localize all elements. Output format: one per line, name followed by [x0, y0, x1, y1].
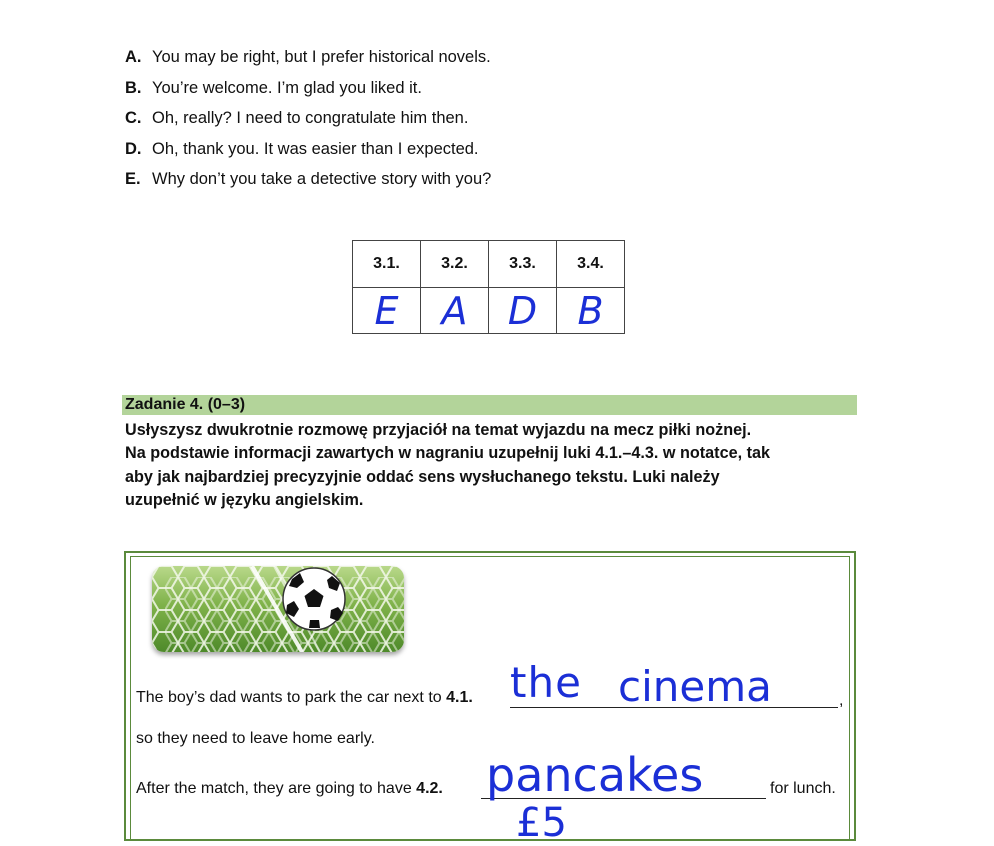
- answer-cell[interactable]: [489, 288, 557, 334]
- handwritten-answer: A: [441, 288, 468, 333]
- handwritten-gap-4-3-partial: £5: [516, 800, 567, 846]
- soccer-ball-goal-net-icon: [152, 566, 404, 652]
- handwritten-answer: E: [374, 288, 399, 333]
- answer-cell[interactable]: [557, 288, 625, 334]
- handwritten-gap-4-1-a: the: [510, 658, 582, 707]
- option-d: D. Oh, thank you. It was easier than I expected.: [125, 139, 479, 158]
- gap-label: 4.1.: [446, 689, 473, 706]
- handwritten-answer: D: [507, 288, 538, 333]
- handwritten-answer: B: [577, 288, 604, 333]
- answer-cell[interactable]: [421, 288, 489, 334]
- handwritten-gap-4-1-b: cinema: [618, 662, 772, 711]
- answer-header: 3.3.: [489, 241, 557, 288]
- option-a: A. You may be right, but I prefer historical novels.: [125, 48, 491, 66]
- gap-label: 4.2.: [416, 780, 443, 797]
- note-line-2: so they need to leave home early.: [136, 730, 375, 747]
- option-e: E. Why don’t you take a detective story with you?: [125, 170, 492, 188]
- answer-header: 3.2.: [421, 241, 489, 288]
- answer-header: 3.1.: [353, 241, 421, 288]
- handwritten-gap-4-2: pancakes: [486, 748, 704, 802]
- task-instructions: Usłyszysz dwukrotnie rozmowę przyjaciół na temat wyjazdu na mecz piłki nożnej. Na podstawie informacji zawartych w nagraniu uzupełnij luki 4.1.–4.3. w notatce, tak aby jak najbardziej precyzyjnie oddać sens wysłuchanego tekstu. Luki należy uzupełnić w języku angielskim.: [125, 421, 770, 509]
- answer-table: [352, 240, 625, 334]
- option-c: C. Oh, really? I need to congratulate him then.: [125, 109, 469, 127]
- note-line-1: The boy’s dad wants to park the car next to 4.1.: [136, 689, 473, 706]
- answer-options: [125, 46, 825, 199]
- option-b: B. You’re welcome. I’m glad you liked it.: [125, 78, 422, 97]
- answer-header: 3.4.: [557, 241, 625, 288]
- note-line-3: After the match, they are going to have 4.2.: [136, 780, 443, 797]
- task-title: Zadanie 4. (0–3): [125, 396, 246, 413]
- answer-cell[interactable]: [353, 288, 421, 334]
